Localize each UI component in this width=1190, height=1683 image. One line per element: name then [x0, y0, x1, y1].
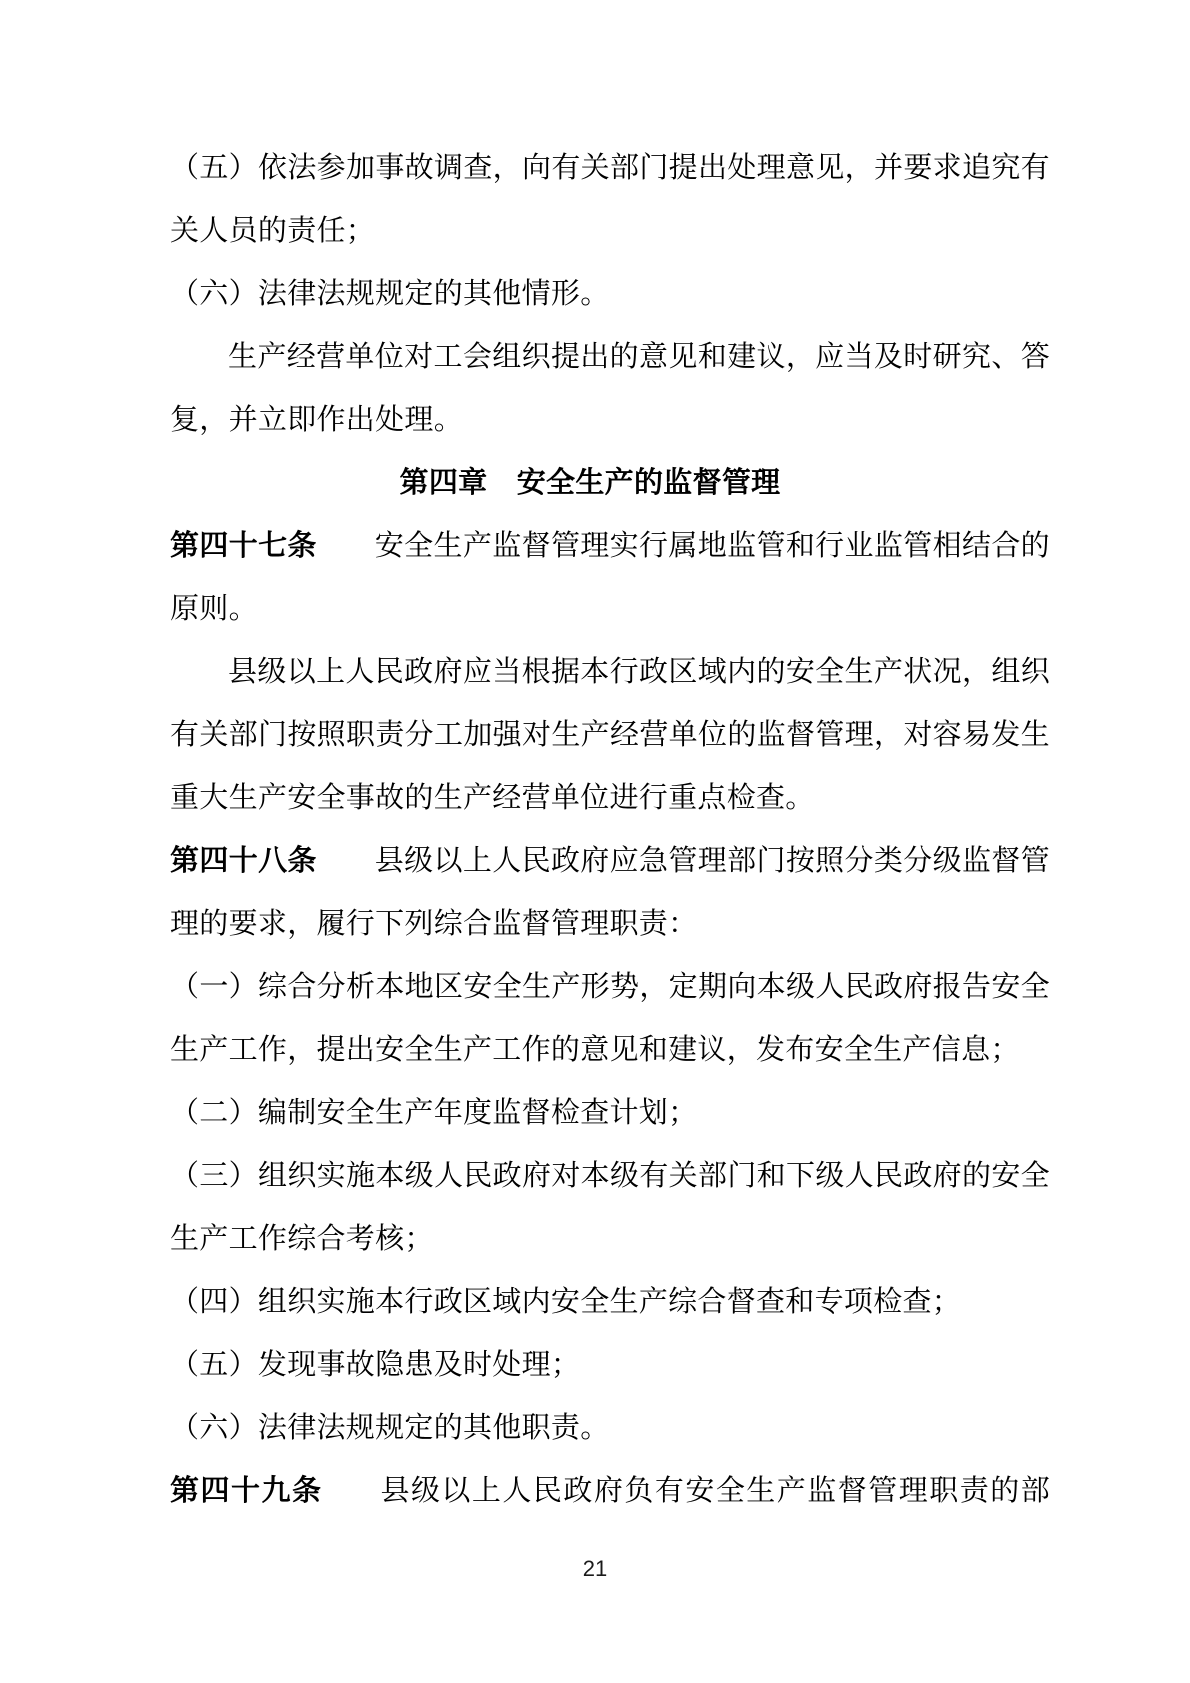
paragraph-text: （六）法律法规规定的其他情形。 — [170, 278, 610, 310]
article-number: 第四十九条 — [170, 1475, 323, 1507]
chapter-heading — [170, 452, 1050, 515]
document-body — [170, 137, 1050, 1523]
paragraph-text: 第四章 安全生产的监督管理 — [399, 467, 781, 499]
page-number: 21 — [582, 1556, 608, 1581]
article-paragraph — [170, 515, 1050, 641]
paragraph-text: （六）法律法规规定的其他职责。 — [170, 1412, 610, 1444]
page-footer — [0, 1556, 1190, 1582]
paragraph-text: （五）发现事故隐患及时处理； — [170, 1349, 581, 1381]
paragraph — [170, 1082, 1050, 1145]
paragraph-text: 县级以上人民政府负有安全生产监督管理职责的部 — [380, 1475, 1050, 1507]
article-number: 第四十八条 — [170, 845, 317, 877]
paragraph-text: 安全生产监督管理实行属地监管和行业监管相结合的原则。 — [170, 530, 1050, 625]
article-number: 第四十七条 — [170, 530, 317, 562]
paragraph — [170, 326, 1050, 452]
paragraph-text: （二）编制安全生产年度监督检查计划； — [170, 1097, 698, 1129]
article-paragraph — [170, 1460, 1050, 1523]
paragraph — [170, 1145, 1050, 1271]
paragraph — [170, 1397, 1050, 1460]
paragraph-text: （五）依法参加事故调查，向有关部门提出处理意见，并要求追究有关人员的责任； — [170, 152, 1050, 247]
paragraph-text: （一）综合分析本地区安全生产形势，定期向本级人民政府报告安全生产工作，提出安全生产工作的意见和建议，发布安全生产信息； — [170, 971, 1050, 1066]
paragraph — [170, 956, 1050, 1082]
paragraph — [170, 1271, 1050, 1334]
paragraph — [170, 1334, 1050, 1397]
paragraph-text: （三）组织实施本级人民政府对本级有关部门和下级人民政府的安全生产工作综合考核； — [170, 1160, 1050, 1255]
paragraph-text: （四）组织实施本行政区域内安全生产综合督查和专项检查； — [170, 1286, 962, 1318]
paragraph-text: 县级以上人民政府应急管理部门按照分类分级监督管理的要求，履行下列综合监督管理职责： — [170, 845, 1050, 940]
paragraph-text: 生产经营单位对工会组织提出的意见和建议，应当及时研究、答复，并立即作出处理。 — [170, 341, 1050, 436]
paragraph — [170, 137, 1050, 263]
paragraph — [170, 641, 1050, 830]
paragraph-text: 县级以上人民政府应当根据本行政区域内的安全生产状况，组织有关部门按照职责分工加强对生产经营单位的监督管理，对容易发生重大生产安全事故的生产经营单位进行重点检查。 — [170, 656, 1050, 814]
paragraph — [170, 263, 1050, 326]
article-paragraph — [170, 830, 1050, 956]
